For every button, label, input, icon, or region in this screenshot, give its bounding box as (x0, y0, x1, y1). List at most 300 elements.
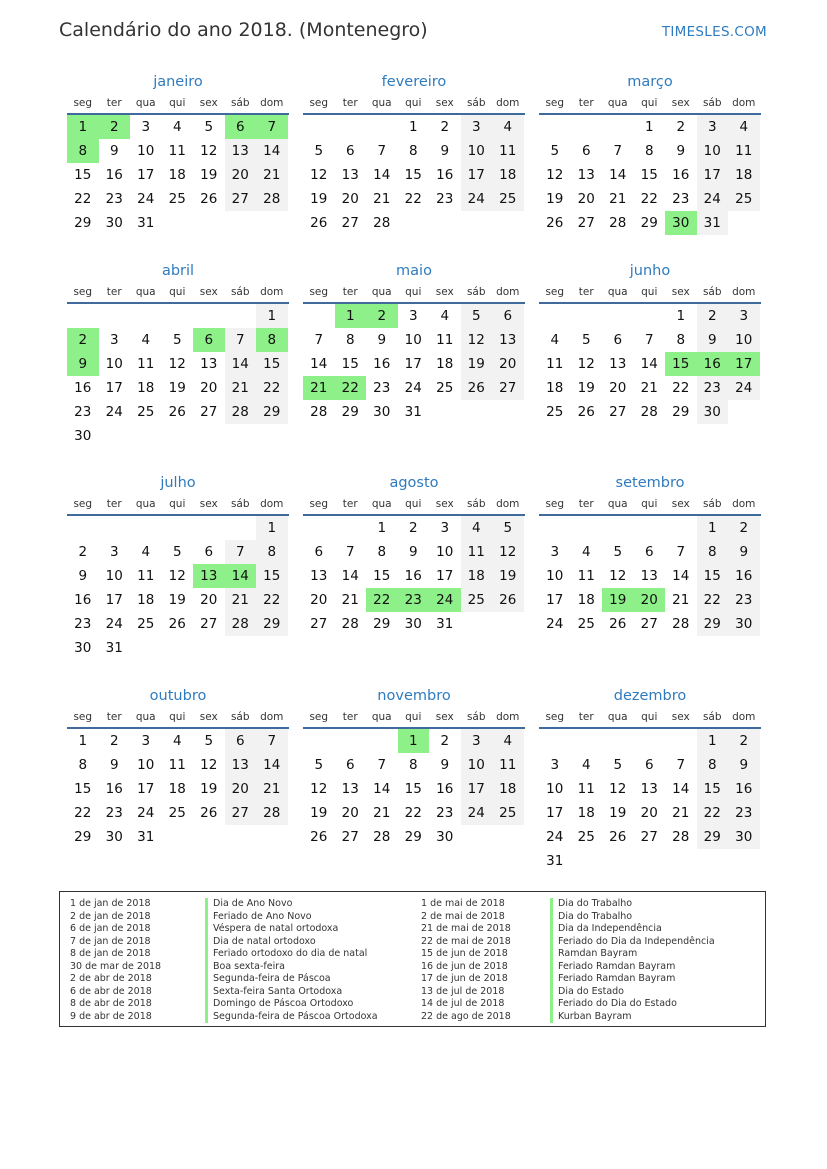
day-cell: 28 (225, 400, 257, 424)
legend-date: 8 de jan de 2018 (70, 948, 151, 959)
day-cell: 27 (341, 829, 359, 845)
empty-day-cell (162, 304, 194, 328)
legend-date: 30 de mar de 2018 (70, 960, 162, 972)
empty-day-cell (492, 211, 524, 235)
day-cell: 14 (373, 781, 391, 797)
weekday-label: dom (260, 498, 284, 510)
day-cell: 6 (644, 544, 654, 560)
day-cell: 12 (609, 781, 627, 797)
day-cell: 27 (310, 616, 328, 632)
day-cell: 7 (676, 544, 686, 560)
legend-holiday-name: Feriado do Dia do Estado (550, 998, 715, 1011)
holiday-day-cell: 15 (665, 352, 697, 376)
day-cell: 6 (492, 304, 524, 328)
legend-holiday-name: Feriado Ramdan Bayram (550, 961, 715, 974)
day-cell: 18 (492, 163, 524, 187)
week-row (67, 352, 289, 376)
day-cell: 6 (225, 729, 257, 753)
weekday-label: dom (732, 97, 756, 109)
day-cell: 16 (672, 167, 690, 183)
day-cell: 12 (577, 356, 595, 372)
empty-day-cell (461, 825, 493, 849)
day-cell: 12 (546, 167, 564, 183)
day-cell: 22 (74, 191, 92, 207)
day-cell: 17 (697, 163, 729, 187)
legend-date: 6 de jan de 2018 (70, 923, 151, 934)
day-cell: 19 (577, 380, 595, 396)
day-cell: 24 (546, 829, 564, 845)
day-cell: 10 (404, 332, 422, 348)
weekday-label: sáb (466, 498, 486, 510)
day-cell: 25 (137, 616, 155, 632)
day-cell: 23 (728, 801, 760, 825)
empty-day-cell (492, 825, 524, 849)
weekday-label: qua (607, 498, 628, 510)
month-1 (67, 72, 289, 235)
week-row (539, 516, 761, 540)
week-row (67, 825, 289, 849)
day-cell: 28 (225, 612, 257, 636)
day-cell: 9 (109, 143, 119, 159)
empty-day-cell (366, 729, 398, 753)
day-cell: 25 (728, 187, 760, 211)
day-cell: 27 (200, 404, 218, 420)
day-cell: 25 (546, 404, 564, 420)
day-cell: 16 (373, 356, 391, 372)
day-cell: 4 (172, 733, 182, 749)
day-cell: 26 (609, 616, 627, 632)
week-row (67, 400, 289, 424)
day-cell: 28 (256, 187, 288, 211)
day-cell: 24 (105, 404, 123, 420)
day-cell: 5 (204, 119, 214, 135)
legend-date: 2 de abr de 2018 (70, 973, 152, 984)
week-row (539, 376, 761, 400)
empty-day-cell (634, 304, 666, 328)
day-cell: 21 (373, 805, 391, 821)
legend-date: 2 de mai de 2018 (421, 910, 505, 922)
empty-day-cell (193, 211, 225, 235)
holiday-day-cell: 1 (335, 304, 367, 328)
legend-date: 1 de jan de 2018 (70, 898, 151, 909)
empty-day-cell (335, 115, 367, 139)
weekday-label: dom (260, 97, 284, 109)
day-cell: 4 (172, 119, 182, 135)
day-cell: 14 (672, 568, 690, 584)
month-name: janeiro (153, 74, 203, 90)
day-cell: 18 (577, 805, 595, 821)
weekday-label: seg (73, 498, 93, 510)
day-cell: 24 (105, 616, 123, 632)
day-cell: 31 (137, 215, 155, 231)
day-cell: 29 (373, 616, 391, 632)
day-cell: 21 (225, 588, 257, 612)
day-cell: 6 (314, 544, 324, 560)
empty-day-cell (461, 211, 493, 235)
week-row (303, 163, 525, 187)
weekday-label: qua (135, 498, 156, 510)
day-cell: 2 (408, 520, 418, 536)
day-cell: 19 (310, 805, 328, 821)
weekday-label: seg (309, 711, 329, 723)
week-row (539, 564, 761, 588)
day-cell: 4 (141, 544, 151, 560)
day-cell: 12 (200, 757, 218, 773)
day-cell: 23 (74, 404, 92, 420)
month-9 (539, 473, 761, 636)
day-cell: 1 (408, 119, 418, 135)
empty-day-cell (602, 516, 634, 540)
month-8 (303, 473, 525, 636)
day-cell: 2 (728, 516, 760, 540)
day-cell: 20 (225, 163, 257, 187)
day-cell: 31 (436, 616, 454, 632)
day-cell: 11 (728, 139, 760, 163)
month-5 (303, 261, 525, 424)
day-cell: 10 (546, 568, 564, 584)
day-cell: 4 (581, 757, 591, 773)
weekday-label: sáb (702, 97, 722, 109)
day-cell: 18 (492, 777, 524, 801)
empty-day-cell (429, 211, 461, 235)
empty-day-cell (193, 825, 225, 849)
day-cell: 16 (404, 568, 422, 584)
month-name: dezembro (613, 688, 687, 704)
month-name: junho (629, 263, 671, 279)
day-cell: 9 (78, 568, 88, 584)
empty-day-cell (130, 424, 162, 448)
day-cell: 4 (492, 115, 524, 139)
day-cell: 24 (137, 191, 155, 207)
day-cell: 23 (697, 376, 729, 400)
weekday-header (303, 710, 525, 729)
day-cell: 3 (141, 119, 151, 135)
week-row (67, 115, 289, 139)
week-row (67, 729, 289, 753)
weekday-label: sáb (230, 711, 250, 723)
day-cell: 15 (74, 167, 92, 183)
day-cell: 18 (546, 380, 564, 396)
day-cell: 8 (644, 143, 654, 159)
day-cell: 20 (341, 805, 359, 821)
day-cell: 9 (676, 143, 686, 159)
day-cell: 15 (404, 167, 422, 183)
week-row (539, 588, 761, 612)
weekday-label: dom (496, 286, 520, 298)
weekday-label: qui (169, 97, 186, 109)
weekday-label: seg (309, 498, 329, 510)
empty-day-cell (225, 211, 257, 235)
empty-day-cell (665, 729, 697, 753)
day-cell: 17 (436, 568, 454, 584)
holiday-legend (59, 891, 766, 1027)
weekday-label: dom (496, 97, 520, 109)
day-cell: 30 (404, 616, 422, 632)
day-cell: 12 (492, 540, 524, 564)
day-cell: 17 (461, 163, 493, 187)
empty-day-cell (571, 849, 603, 873)
day-cell: 15 (74, 781, 92, 797)
day-cell: 26 (168, 616, 186, 632)
empty-day-cell (634, 516, 666, 540)
day-cell: 29 (672, 404, 690, 420)
day-cell: 28 (310, 404, 328, 420)
day-cell: 5 (613, 544, 623, 560)
day-cell: 20 (341, 191, 359, 207)
day-cell: 26 (461, 376, 493, 400)
week-row (303, 328, 525, 352)
day-cell: 9 (440, 143, 450, 159)
month-10 (67, 686, 289, 849)
day-cell: 23 (373, 380, 391, 396)
legend-date: 2 de jan de 2018 (70, 910, 151, 922)
holiday-day-cell: 20 (634, 588, 666, 612)
day-cell: 25 (168, 191, 186, 207)
day-cell: 16 (105, 167, 123, 183)
weekday-label: qua (371, 711, 392, 723)
legend-holiday-name: Véspera de natal ortodoxa (205, 923, 378, 936)
week-row (303, 777, 525, 801)
day-cell: 15 (256, 352, 288, 376)
empty-day-cell (429, 400, 461, 424)
week-row (539, 211, 761, 235)
day-cell: 23 (105, 191, 123, 207)
weekday-label: sáb (466, 286, 486, 298)
day-cell: 14 (256, 139, 288, 163)
day-cell: 2 (728, 729, 760, 753)
day-cell: 26 (492, 588, 524, 612)
day-cell: 14 (373, 167, 391, 183)
empty-day-cell (539, 304, 571, 328)
month-name: julho (160, 475, 196, 491)
day-cell: 13 (341, 167, 359, 183)
day-cell: 12 (461, 328, 493, 352)
weekday-label: dom (260, 286, 284, 298)
day-cell: 1 (676, 308, 686, 324)
day-cell: 3 (461, 729, 493, 753)
day-cell: 15 (373, 568, 391, 584)
day-cell: 10 (436, 544, 454, 560)
weekday-label: sáb (230, 498, 250, 510)
day-cell: 2 (440, 733, 450, 749)
day-cell: 27 (492, 376, 524, 400)
week-row (67, 211, 289, 235)
weekday-label: sáb (702, 711, 722, 723)
day-cell: 26 (200, 191, 218, 207)
day-cell: 22 (640, 191, 658, 207)
day-cell: 16 (728, 777, 760, 801)
weekday-label: qua (371, 97, 392, 109)
empty-day-cell (256, 825, 288, 849)
day-cell: 8 (377, 544, 387, 560)
holiday-day-cell: 1 (67, 115, 99, 139)
month-name: março (627, 74, 673, 90)
empty-day-cell (602, 304, 634, 328)
day-cell: 27 (640, 829, 658, 845)
brand-logo-link[interactable]: TIMESLES.COM (661, 24, 767, 40)
empty-day-cell (162, 424, 194, 448)
day-cell: 5 (461, 304, 493, 328)
weekday-header (303, 497, 525, 516)
day-cell: 16 (74, 380, 92, 396)
day-cell: 21 (640, 380, 658, 396)
day-cell: 14 (609, 167, 627, 183)
weekday-label: seg (73, 711, 93, 723)
day-cell: 20 (310, 592, 328, 608)
day-cell: 5 (204, 733, 214, 749)
day-cell: 12 (609, 568, 627, 584)
day-cell: 18 (461, 564, 493, 588)
weekday-label: sex (671, 711, 690, 723)
day-cell: 17 (105, 592, 123, 608)
day-cell: 17 (137, 781, 155, 797)
empty-day-cell (602, 729, 634, 753)
day-cell: 3 (728, 304, 760, 328)
day-cell: 1 (256, 304, 288, 328)
legend-holiday-name: Feriado Ramdan Bayram (550, 973, 715, 986)
holiday-day-cell: 22 (366, 588, 398, 612)
day-cell: 23 (436, 191, 454, 207)
day-cell: 13 (492, 328, 524, 352)
day-cell: 29 (697, 825, 729, 849)
empty-day-cell (335, 516, 367, 540)
day-cell: 27 (225, 801, 257, 825)
week-row (539, 729, 761, 753)
day-cell: 9 (728, 753, 760, 777)
day-cell: 13 (640, 781, 658, 797)
day-cell: 20 (577, 191, 595, 207)
day-cell: 16 (436, 167, 454, 183)
day-cell: 11 (436, 332, 454, 348)
month-11 (303, 686, 525, 849)
legend-holiday-name: Domingo de Páscoa Ortodoxo (205, 998, 378, 1011)
week-row (303, 187, 525, 211)
day-cell: 2 (676, 119, 686, 135)
weekday-label: sex (671, 286, 690, 298)
day-cell: 29 (697, 612, 729, 636)
legend-date: 22 de mai de 2018 (421, 935, 511, 947)
week-row (303, 115, 525, 139)
weekday-label: qua (135, 711, 156, 723)
week-row (67, 540, 289, 564)
empty-day-cell (571, 304, 603, 328)
day-cell: 27 (341, 215, 359, 231)
legend-date: 22 de ago de 2018 (421, 1010, 511, 1022)
day-cell: 8 (676, 332, 686, 348)
day-cell: 1 (697, 516, 729, 540)
month-name: fevereiro (381, 74, 447, 90)
empty-day-cell (67, 516, 99, 540)
day-cell: 9 (728, 540, 760, 564)
day-cell: 24 (546, 616, 564, 632)
week-row (539, 115, 761, 139)
holiday-day-cell: 2 (99, 115, 131, 139)
day-cell: 12 (168, 568, 186, 584)
legend-date: 14 de jul de 2018 (421, 998, 505, 1009)
day-cell: 3 (109, 544, 119, 560)
day-cell: 19 (492, 564, 524, 588)
day-cell: 12 (168, 356, 186, 372)
legend-holiday-name: Dia de natal ortodoxo (205, 936, 378, 949)
weekday-header (67, 96, 289, 115)
week-row (303, 139, 525, 163)
legend-holiday-name: Ramdan Bayram (550, 948, 715, 961)
weekday-label: ter (578, 97, 594, 109)
month-name: maio (396, 263, 432, 279)
day-cell: 23 (436, 805, 454, 821)
legend-date: 8 de abr de 2018 (70, 998, 152, 1009)
empty-day-cell (728, 849, 760, 873)
day-cell: 25 (137, 404, 155, 420)
holiday-day-cell: 8 (67, 139, 99, 163)
day-cell: 14 (640, 356, 658, 372)
day-cell: 8 (697, 753, 729, 777)
day-cell: 14 (310, 356, 328, 372)
legend-dates-col-1 (70, 898, 161, 1023)
legend-date: 6 de abr de 2018 (70, 985, 152, 997)
day-cell: 21 (256, 777, 288, 801)
day-cell: 8 (345, 332, 355, 348)
empty-day-cell (99, 424, 131, 448)
day-cell: 16 (728, 564, 760, 588)
empty-day-cell (461, 400, 493, 424)
weekday-label: seg (73, 286, 93, 298)
week-row (67, 328, 289, 352)
empty-day-cell (728, 400, 760, 424)
weekday-label: sáb (702, 286, 722, 298)
day-cell: 18 (436, 356, 454, 372)
legend-holiday-name: Dia do Estado (550, 986, 715, 999)
day-cell: 20 (225, 777, 257, 801)
holiday-day-cell: 2 (67, 328, 99, 352)
day-cell: 13 (310, 568, 328, 584)
day-cell: 13 (341, 781, 359, 797)
day-cell: 10 (546, 781, 564, 797)
week-row (67, 516, 289, 540)
week-row (67, 588, 289, 612)
day-cell: 3 (141, 733, 151, 749)
weekday-label: sex (435, 711, 454, 723)
holiday-day-cell: 24 (429, 588, 461, 612)
day-cell: 11 (546, 356, 564, 372)
legend-dates-col-2 (421, 898, 511, 1023)
day-cell: 3 (697, 115, 729, 139)
day-cell: 17 (105, 380, 123, 396)
day-cell: 14 (341, 568, 359, 584)
day-cell: 2 (78, 544, 88, 560)
day-cell: 24 (728, 376, 760, 400)
week-row (303, 801, 525, 825)
day-cell: 29 (256, 400, 288, 424)
day-cell: 29 (74, 215, 92, 231)
empty-day-cell (492, 400, 524, 424)
legend-holiday-name: Dia da Independência (550, 923, 715, 936)
weekday-header (539, 497, 761, 516)
day-cell: 8 (697, 540, 729, 564)
day-cell: 22 (404, 191, 422, 207)
weekday-label: qua (135, 97, 156, 109)
week-row (67, 376, 289, 400)
day-cell: 12 (200, 143, 218, 159)
day-cell: 25 (461, 588, 493, 612)
week-row (303, 400, 525, 424)
weekday-label: seg (309, 286, 329, 298)
month-name: agosto (389, 475, 439, 491)
week-row (303, 825, 525, 849)
day-cell: 10 (461, 753, 493, 777)
day-cell: 9 (109, 757, 119, 773)
day-cell: 11 (492, 753, 524, 777)
